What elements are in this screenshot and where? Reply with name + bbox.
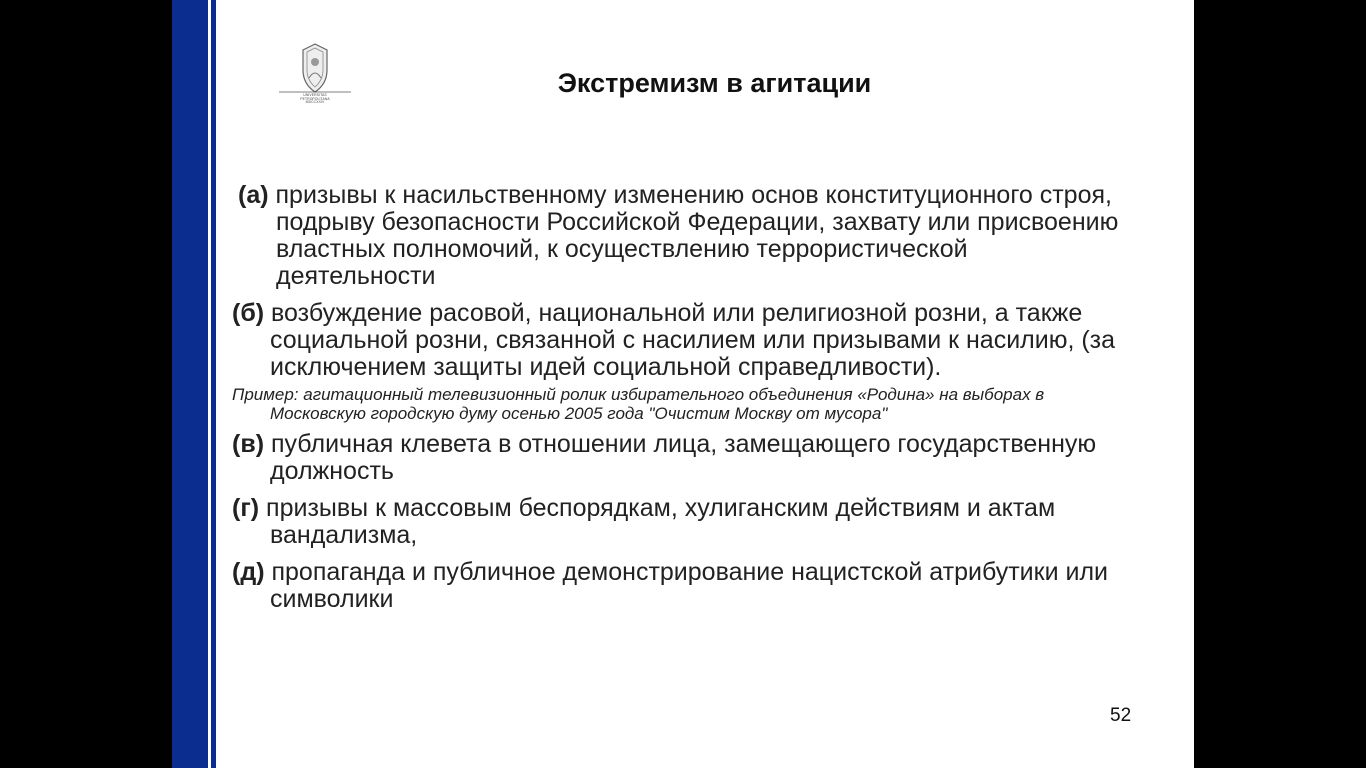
item-text: публичная клевета в отношении лица, замещающего государственную должность <box>270 430 1097 485</box>
list-item <box>232 300 1132 381</box>
item-marker: (а) <box>238 181 269 209</box>
sidebar-accent-bar <box>172 0 208 768</box>
sidebar-accent-thin-bar <box>211 0 216 768</box>
item-marker: (б) <box>232 299 265 327</box>
slide <box>172 0 1194 768</box>
logo-text-line-1: UNIVERSITAS <box>303 93 327 97</box>
item-marker: (г) <box>232 494 260 522</box>
list-item <box>232 559 1132 613</box>
item-text: возбуждение расовой, национальной или религиозной розни, а также социальной розни, связанной с насилием или призывами к насилию, (за исключением защиты идей социальной справедливости). <box>270 299 1116 381</box>
slide-content <box>232 182 1132 623</box>
item-text: призывы к массовым беспорядкам, хулиганским действиям и актам вандализма, <box>266 494 1056 549</box>
list-item <box>232 495 1132 549</box>
item-marker: (в) <box>232 430 265 458</box>
item-text: пропаганда и публичное демонстрирование нацистской атрибутики или символики <box>270 558 1109 613</box>
slide-title: Экстремизм в агитации <box>557 68 872 98</box>
item-marker: (д) <box>232 558 265 586</box>
list-item <box>232 431 1132 485</box>
page-number: 52 <box>1110 705 1132 726</box>
list-item <box>238 182 1132 290</box>
logo-text-line-2: PETROPOLITANA <box>300 96 330 101</box>
logo-text-line-3: MDCCXXIV <box>305 100 325 105</box>
item-text: призывы к насильственному изменению основ конституционного строя, подрыву безопасности Российской Федерации, захвату или присвоению властных полномочий, к осуществлению террористической деятельности <box>275 181 1119 290</box>
example-note: Пример: агитационный телевизионный ролик избирательного объединения «Родина» на выборах в Московскую городскую думу осенью 2005 года "Очистим Москву от мусора" <box>232 385 1045 423</box>
